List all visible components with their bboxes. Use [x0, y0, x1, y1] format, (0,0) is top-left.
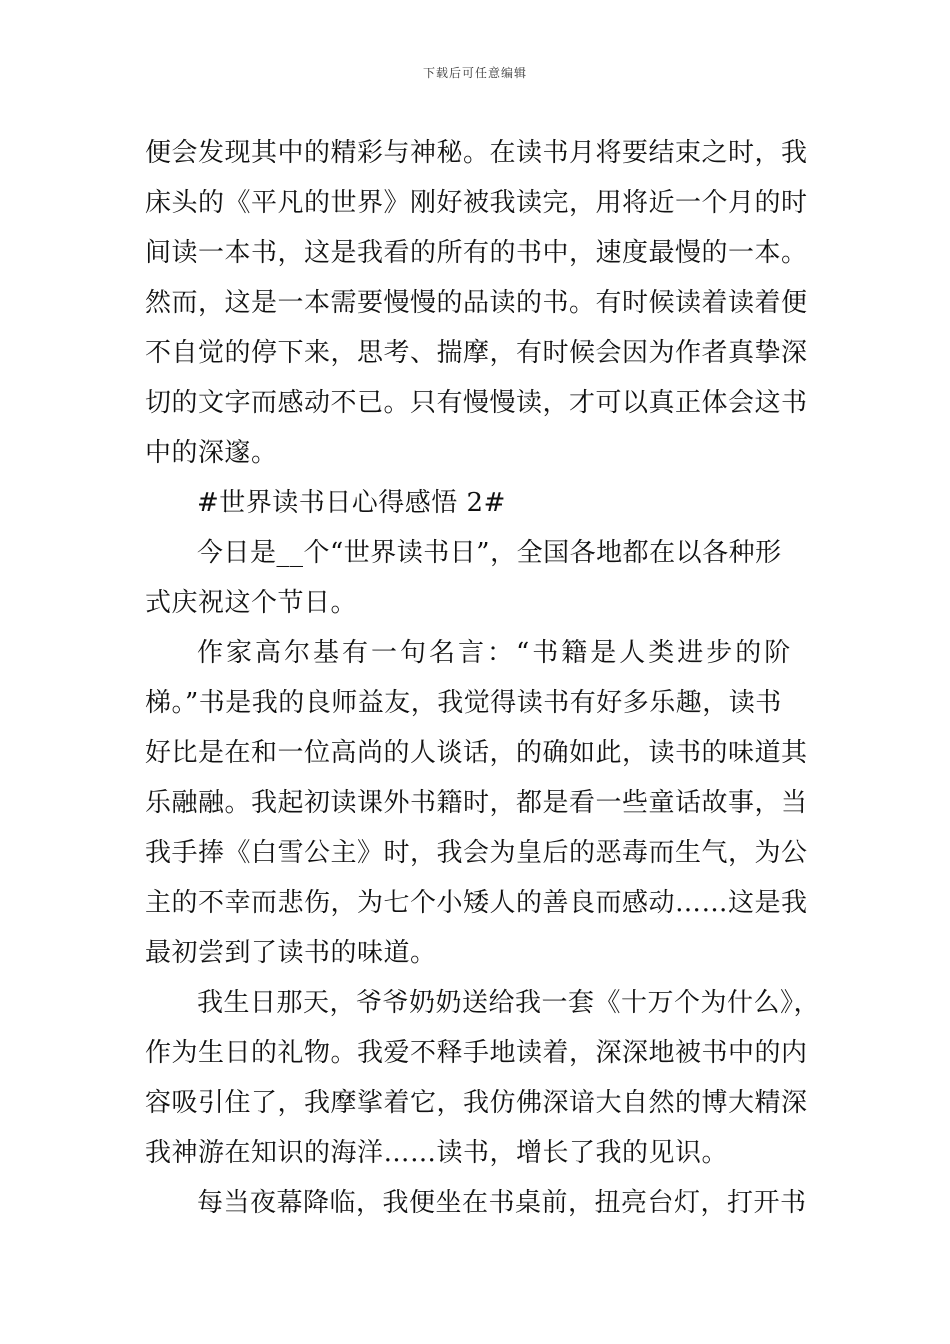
text-line: 我神游在知识的海洋……读书，增长了我的见识。 [145, 1138, 729, 1168]
text-line: 好比是在和一位高尚的人谈话，的确如此，读书的味道其 [145, 738, 808, 768]
text-line: 最初尝到了读书的味道。 [145, 938, 437, 968]
text-line: 式庆祝这个节日。 [145, 588, 358, 618]
text-line: 不自觉的停下来，思考、揣摩，有时候会因为作者真挚深 [145, 338, 808, 368]
text-line: 乐融融。我起初读课外书籍时，都是看一些童话故事，当 [145, 788, 808, 818]
section-heading: #世界读书日心得感悟 2# [197, 488, 506, 518]
text-line: 作家高尔基有一句名言：“书籍是人类进步的阶 [197, 638, 794, 668]
text-line: 中的深邃。 [145, 438, 278, 468]
text-line: 梯。”书是我的良师益友，我觉得读书有好多乐趣，读书 [145, 688, 782, 718]
text-line: 容吸引住了，我摩挲着它，我仿佛深谙大自然的博大精深 [145, 1088, 808, 1118]
text-line: 床头的《平凡的世界》刚好被我读完，用将近一个月的时 [145, 188, 808, 218]
text-line: 便会发现其中的精彩与神秘。在读书月将要结束之时，我 [145, 138, 808, 168]
text-line: 每当夜幕降临，我便坐在书桌前，扭亮台灯，打开书 [197, 1188, 807, 1218]
text-line: 间读一本书，这是我看的所有的书中，速度最慢的一本。 [145, 238, 808, 268]
text-line: 今日是__个“世界读书日”，全国各地都在以各种形 [197, 538, 782, 568]
text-line: 然而，这是一本需要慢慢的品读的书。有时候读着读着便 [145, 288, 808, 318]
text-line: 作为生日的礼物。我爱不释手地读着，深深地被书中的内 [145, 1038, 808, 1068]
text-line: 我生日那天，爷爷奶奶送给我一套《十万个为什么》， [197, 988, 821, 1018]
text-line: 我手捧《白雪公主》时，我会为皇后的恶毒而生气，为公 [145, 838, 808, 868]
text-line: 主的不幸而悲伤，为七个小矮人的善良而感动……这是我 [145, 888, 808, 918]
page-header: 下载后可任意编辑 [422, 66, 527, 80]
text-line: 切的文字而感动不已。只有慢慢读，才可以真正体会这书 [145, 388, 808, 418]
